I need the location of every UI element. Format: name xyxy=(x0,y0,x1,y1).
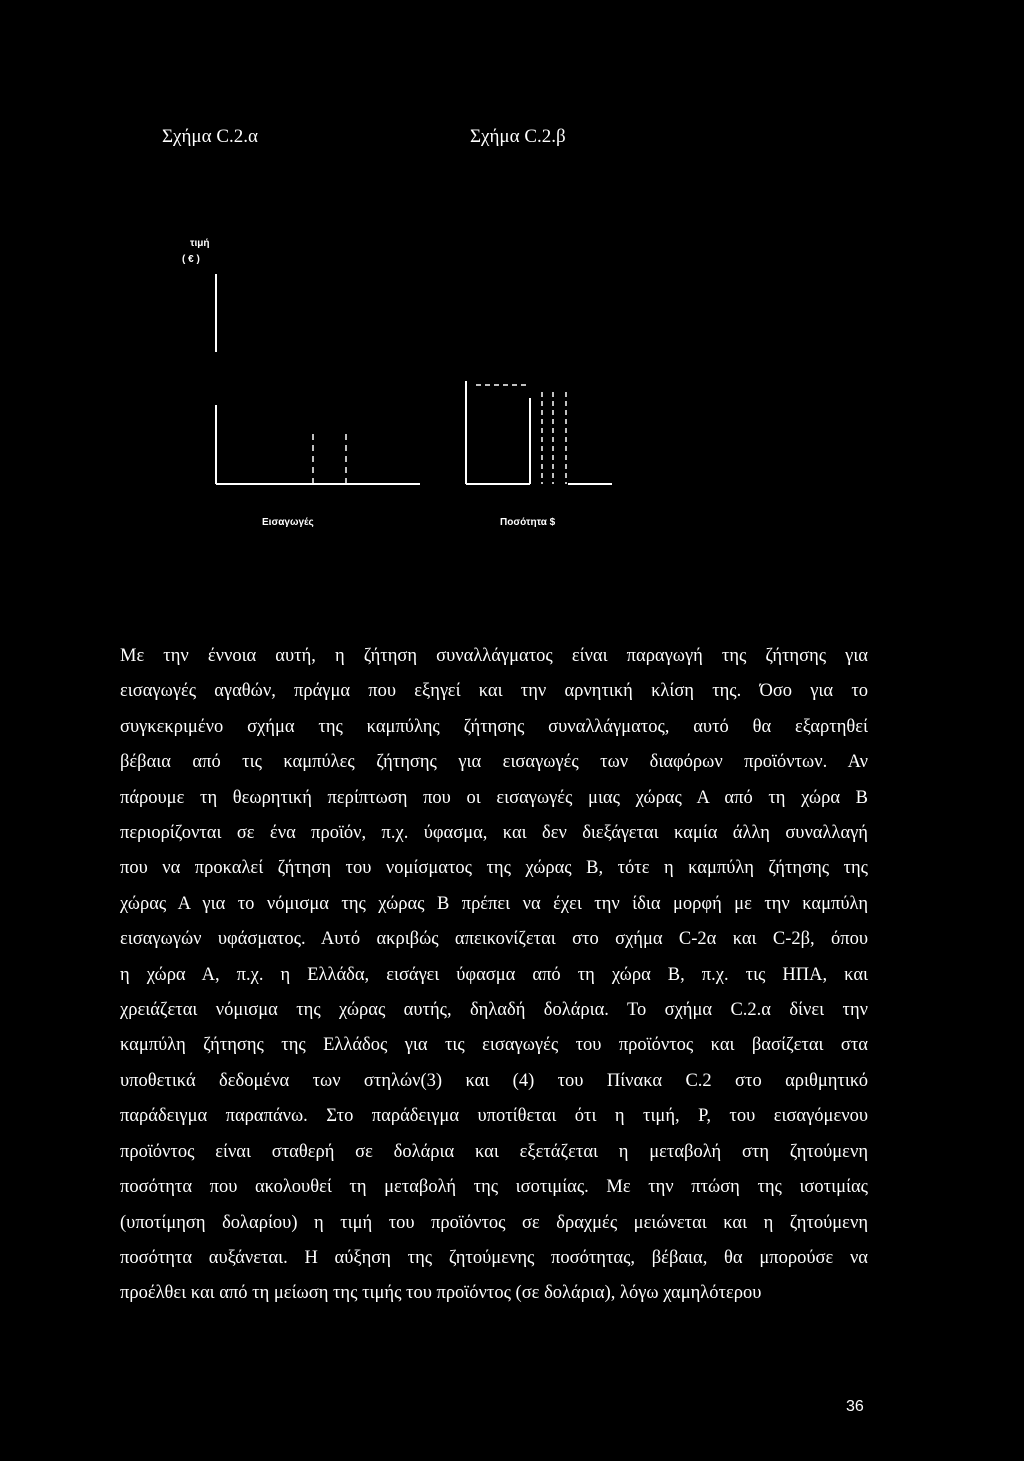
body-line: χρειάζεται νόμισμα της χώρας αυτής, δηλαδή δολάρια. Το σχήμα C.2.α δίνει την xyxy=(120,1000,868,1021)
body-line: (υποτίμηση δολαρίου) η τιμή του προϊόντος σε δραχμές μειώνεται και η ζητούμενη xyxy=(120,1212,868,1233)
figure-b-dashed-guides xyxy=(476,385,566,484)
x-axis-label-b: Ποσότητα $ xyxy=(500,517,556,528)
body-line: ποσότητα αυξάνεται. Η αύξηση της ζητούμενης ποσότητας, βέβαια, θα μπορούσε να xyxy=(120,1247,868,1268)
figure-b-axes xyxy=(466,381,612,484)
body-line: πάρουμε τη θεωρητική περίπτωση που οι εισαγωγές μιας χώρας Α από τη χώρα Β xyxy=(120,787,868,808)
body-line: Με την έννοια αυτή, η ζήτηση συναλλάγματος είναι παραγωγή της ζήτησης για xyxy=(120,646,868,666)
figure-a-dashed-guides xyxy=(313,434,346,484)
body-line: που να προκαλεί ζήτηση του νομίσματος της χώρας Β, τότε η καμπύλη ζήτησης της xyxy=(120,858,868,879)
page-number: 36 xyxy=(846,1398,864,1415)
x-axis-label-a: Εισαγωγές xyxy=(262,517,314,528)
body-line: ποσότητα που ακολουθεί τη μεταβολή της ισοτιμίας. Με την πτώση της ισοτιμίας xyxy=(120,1177,868,1198)
figure-caption-b: Σχήμα C.2.β xyxy=(470,126,566,147)
body-text xyxy=(120,639,868,1312)
body-line: συγκεκριμένο σχήμα της καμπύλης ζήτησης συναλλάγματος, αυτό θα εξαρτηθεί xyxy=(120,716,868,737)
body-line: η χώρα Α, π.χ. η Ελλάδα, εισάγει ύφασμα από τη χώρα Β, π.χ. τις ΗΠΑ, και xyxy=(120,964,868,985)
body-line: καμπύλη ζήτησης της Ελλάδος για τις εισαγωγές του προϊόντος και βασίζεται στα xyxy=(120,1035,868,1056)
y-axis-label: τιμή xyxy=(190,238,210,249)
body-line: εισαγωγές αγαθών, πράγμα που εξηγεί και την αρνητική κλίση της. Όσο για το xyxy=(120,681,868,702)
y-axis-unit: ( € ) xyxy=(182,254,200,265)
body-line: χώρας Α για το νόμισμα της χώρας Β πρέπει να έχει την ίδια μορφή με την καμπύλη xyxy=(120,893,868,914)
body-line: προϊόντος είναι σταθερή σε δολάρια και εξετάζεται η μεταβολή στη ζητούμενη xyxy=(120,1141,868,1162)
figure-a-axes xyxy=(216,274,420,484)
body-line: εισαγωγών υφάσματος. Αυτό ακριβώς απεικονίζεται στο σχήμα C-2α και C-2β, όπου xyxy=(120,929,868,950)
body-line: παράδειγμα παραπάνω. Στο παράδειγμα υποτίθεται ότι η τιμή, Ρ, του εισαγόμενου xyxy=(120,1106,868,1127)
figure-caption-a: Σχήμα C.2.α xyxy=(162,126,258,147)
body-line: βέβαια από τις καμπύλες ζήτησης για εισαγωγές των διαφόρων προϊόντων. Αν xyxy=(120,752,868,773)
figure-diagrams xyxy=(0,0,1024,560)
body-line: προέλθει και από τη μείωση της τιμής του προϊόντος (σε δολάρια), λόγω χαμηλότερου xyxy=(120,1283,762,1304)
body-line: περιορίζονται σε ένα προϊόν, π.χ. ύφασμα, και δεν διεξάγεται καμία άλλη συναλλαγή xyxy=(120,823,868,844)
body-line: υποθετικά δεδομένα των στηλών(3) και (4) του Πίνακα C.2 στο αριθμητικό xyxy=(120,1070,868,1091)
